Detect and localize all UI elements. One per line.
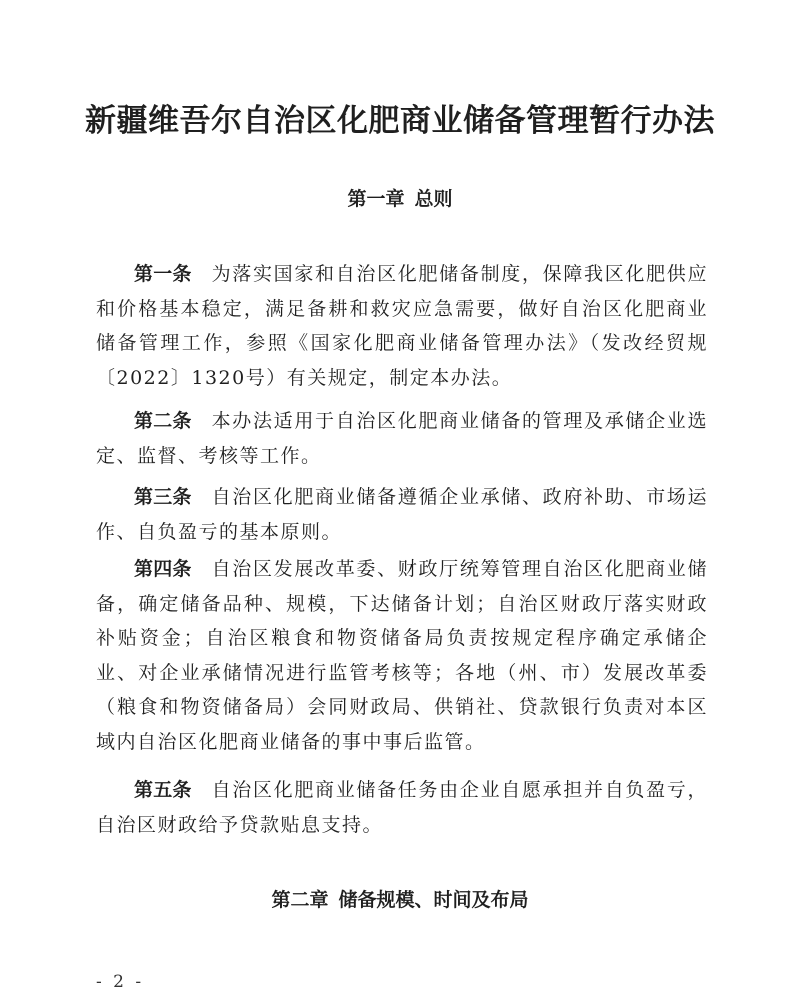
page-number: - 2 - <box>96 972 145 992</box>
chapter-2-title: 储备规模、时间及布局 <box>338 889 529 911</box>
article-3-text: 自治区化肥商业储备遵循企业承储、政府补助、市场运作、自负盈亏的基本原则。 <box>96 486 708 543</box>
article-2-number: 第二条 <box>134 410 192 432</box>
article-5-number: 第五条 <box>134 779 192 801</box>
document-title: 新疆维吾尔自治区化肥商业储备管理暂行办法 <box>85 103 715 139</box>
chapter-heading-1 <box>0 186 800 212</box>
article-3-number: 第三条 <box>134 486 192 508</box>
article-1 <box>96 257 708 395</box>
chapter-2-label: 第二章 <box>271 889 329 911</box>
chapter-1-label: 第一章 <box>347 188 405 210</box>
article-1-text: 为落实国家和自治区化肥储备制度，保障我区化肥供应和价格基本稳定，满足备耕和救灾应急需要，做好自治区化肥商业储备管理工作，参照《国家化肥商业储备管理办法》（发改经贸规〔2022〕1320号）有关规定，制定本办法。 <box>96 263 708 389</box>
article-1-number: 第一条 <box>134 263 192 285</box>
article-5 <box>96 773 708 842</box>
article-5-text: 自治区化肥商业储备任务由企业自愿承担并自负盈亏，自治区财政给予贷款贴息支持。 <box>96 779 708 836</box>
article-4-text: 自治区发展改革委、财政厅统筹管理自治区化肥商业储备，确定储备品种、规模，下达储备计划；自治区财政厅落实财政补贴资金；自治区粮食和物资储备局负责按规定程序确定承储企业、对企业承储情况进行监管考核等；各地（州、市）发展改革委（粮食和物资储备局）会同财政局、供销社、贷款银行负责对本区域内自治区化肥商业储备的事中事后监管。 <box>96 558 708 753</box>
chapter-heading-2 <box>0 887 800 913</box>
chapter-1-title: 总则 <box>414 188 453 210</box>
article-3 <box>96 480 708 549</box>
article-2 <box>96 404 708 473</box>
article-4-number: 第四条 <box>134 558 192 580</box>
article-4 <box>96 552 708 759</box>
article-2-text: 本办法适用于自治区化肥商业储备的管理及承储企业选定、监督、考核等工作。 <box>96 410 708 467</box>
